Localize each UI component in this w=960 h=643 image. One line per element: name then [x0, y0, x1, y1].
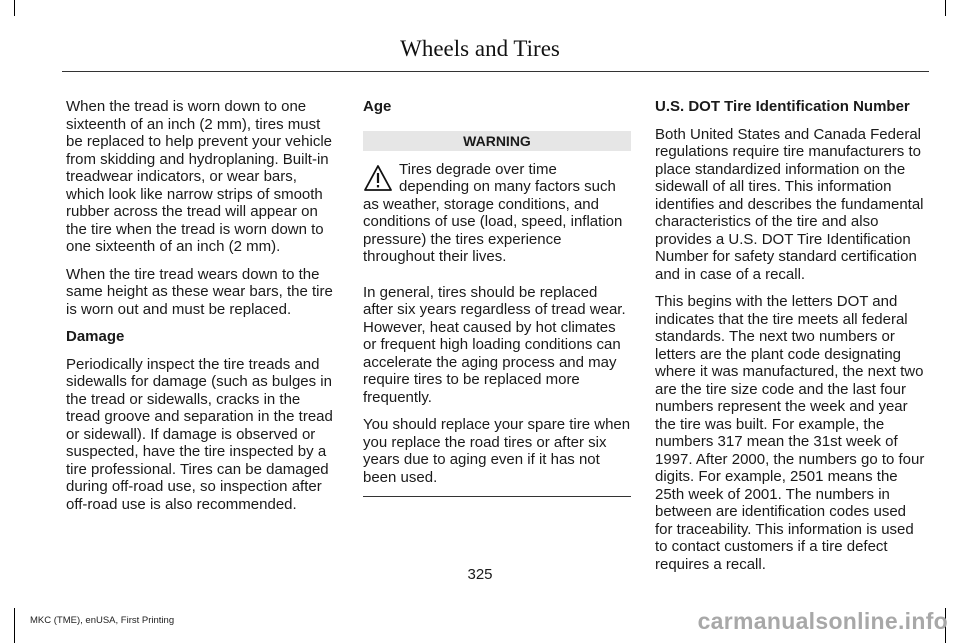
column-right	[655, 98, 927, 583]
treadwear-paragraph: When the tread is worn down to one sixteenth of an inch (2 mm), tires must be replaced to help prevent your vehicle from skidding and hydroplaning. Built-in treadwear indicators, or wear bars, which look like narrow strips of smooth rubber across the tread will appear on the tire when the tread is worn down to one sixteenth of an inch (2 mm).	[66, 98, 333, 255]
edition-footer: MKC (TME), enUSA, First Printing	[30, 615, 175, 626]
watermark: carmanualsonline.info	[697, 608, 948, 634]
dot-heading: U.S. DOT Tire Identification Number	[655, 98, 910, 115]
crop-mark-bottom-left-v	[14, 608, 15, 643]
wear-bars-paragraph: When the tire tread wears down to the same height as these wear bars, the tire is worn out and must be replaced.	[66, 265, 333, 318]
warning-text: Tires degrade over time depending on many factors such as weather, storage conditions, and conditions of use (load, speed, inflation pressure) the tires experience throughout their lives.	[363, 160, 623, 265]
warning-section-divider	[363, 496, 631, 497]
warning-banner: WARNING	[363, 131, 631, 151]
crop-mark-top-left-v	[14, 0, 15, 16]
warning-box	[363, 161, 631, 266]
age-heading: Age	[363, 98, 392, 115]
page-number: 325	[467, 566, 493, 583]
age-paragraph: In general, tires should be replaced after six years regardless of tread wear. However, heat caused by hot climates or frequent high loading conditions can accelerate the aging process and may require tires to be replaced more frequently.	[363, 283, 626, 406]
crop-mark-top-right-v	[945, 0, 946, 16]
header-divider	[62, 71, 929, 72]
column-middle	[363, 98, 631, 497]
dot-regulations-paragraph: Both United States and Canada Federal regulations require tire manufacturers to place standardized information on the sidewall of all tires. This information identifies and describes the fundamental characteristics of the tire and also provides a U.S. DOT Tire Identification Number for safety standard certification and in case of a recall.	[655, 125, 924, 283]
column-left	[66, 98, 338, 523]
damage-paragraph: Periodically inspect the tire treads and sidewalls for damage (such as bulges in the tread or sidewalls, cracks in the tread groove and separation in the tread or sidewall). If damage is observed or suspected, have the tire inspected by a tire professional. Tires can be damaged during off-road use, so inspection after off-road use is also recommended.	[66, 355, 333, 513]
spare-tire-paragraph: You should replace your spare tire when you replace the road tires or after six years due to aging even if it has not been used.	[363, 416, 631, 486]
warning-triangle-icon	[363, 164, 393, 192]
damage-heading: Damage	[66, 328, 125, 345]
dot-code-paragraph: This begins with the letters DOT and indicates that the tire meets all federal standards. The next two numbers or letters are the plant code designating where it was manufactured, the next two are the tire size code and the last four numbers represent the week and year the tire was built. For example, the numbers 317 mean the 31st week of 1997. After 2000, the numbers go to four digits. For example, 2501 means the 25th week of 2001. The numbers in between are identification codes used for traceability. This information is used to contact customers if a tire defect requires a recall.	[655, 293, 925, 573]
page-title: Wheels and Tires	[400, 36, 560, 61]
